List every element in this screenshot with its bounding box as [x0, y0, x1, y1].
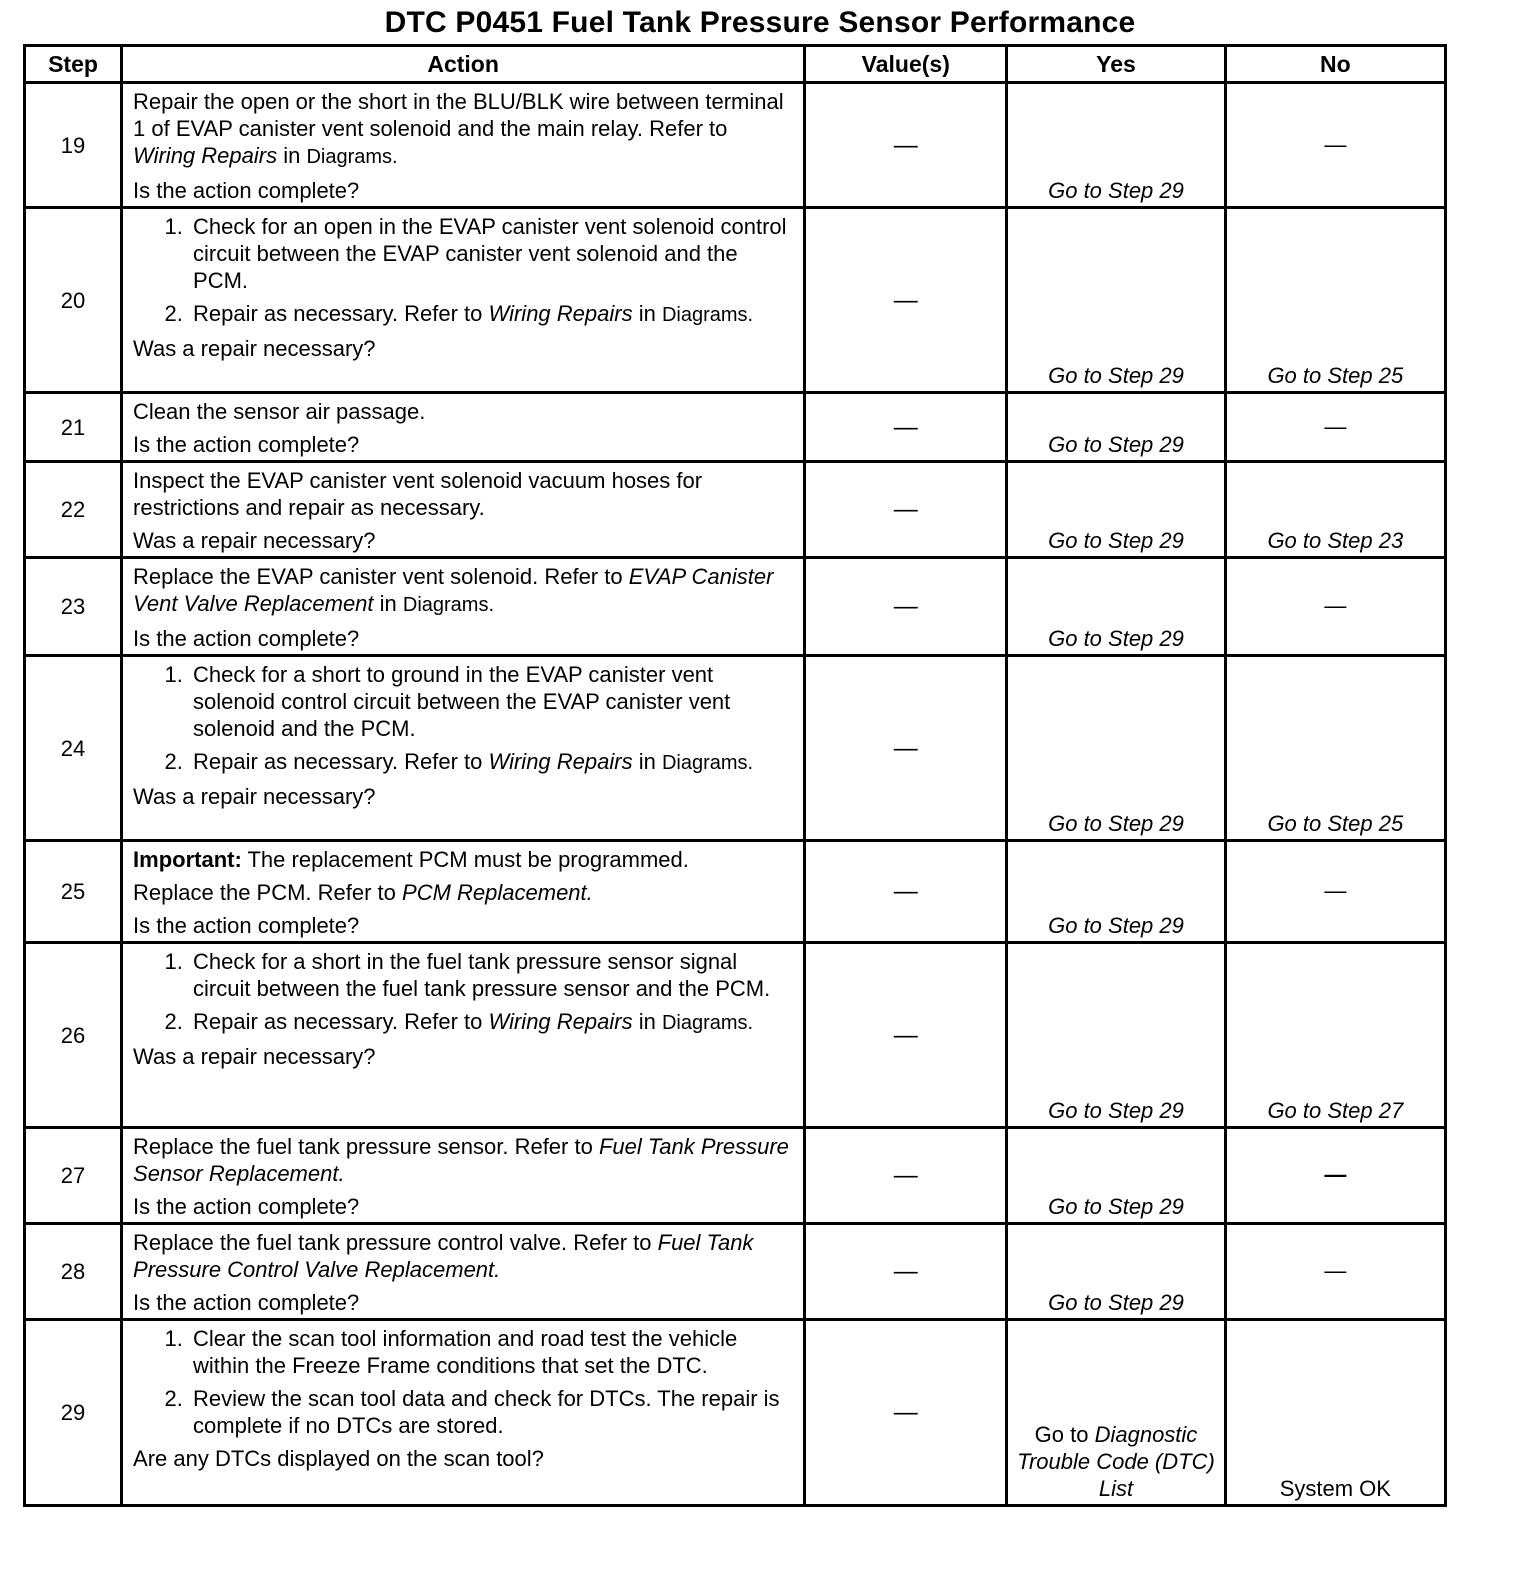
action-cell [122, 208, 805, 393]
action-cell [122, 656, 805, 841]
action-cell [122, 462, 805, 558]
action-text: Clean the sensor air passage. [133, 399, 426, 424]
no-cell: — [1225, 1128, 1445, 1224]
reference-link[interactable]: Wiring Repairs [488, 301, 633, 326]
table-row [25, 1224, 1446, 1320]
reference-link[interactable]: Wiring Repairs [133, 143, 278, 168]
step-number: 20 [25, 208, 122, 393]
value-cell: — [805, 943, 1007, 1128]
value-cell: — [805, 841, 1007, 943]
action-list-item: 2. Review the scan tool data and check for DTCs. The repair is complete if no DTCs are stored. [189, 1385, 793, 1439]
value-cell: — [805, 1128, 1007, 1224]
action-question: Was a repair necessary? [133, 528, 376, 553]
action-text-part: Replace the PCM. Refer to [133, 880, 403, 905]
reference-source: Diagrams. [306, 146, 398, 168]
reference-link[interactable]: PCM Replacement. [402, 880, 593, 905]
no-link[interactable]: Go to Step 23 [1225, 462, 1445, 558]
action-text-part: in [373, 591, 403, 616]
yes-prefix: Go to [1034, 1422, 1095, 1447]
yes-link[interactable]: Go to Step 29 [1007, 1128, 1225, 1224]
yes-link[interactable]: Go to Step 29 [1007, 462, 1225, 558]
action-text-part: in [632, 301, 662, 326]
yes-link[interactable]: Go to Step 29 [1007, 841, 1225, 943]
table-row [25, 393, 1446, 462]
action-list [133, 661, 793, 777]
action-text: Inspect the EVAP canister vent solenoid vacuum hoses for restrictions and repair as necessary. [133, 468, 703, 520]
value-cell: — [805, 656, 1007, 841]
action-list-item [189, 1008, 793, 1037]
action-question: Is the action complete? [133, 432, 360, 457]
value-cell: — [805, 393, 1007, 462]
action-question: Is the action complete? [133, 913, 360, 938]
document-title: DTC P0451 Fuel Tank Pressure Sensor Performance [384, 6, 1136, 39]
yes-link[interactable]: Go to Step 29 [1007, 943, 1225, 1128]
action-question: Is the action complete? [133, 178, 360, 203]
action-text [133, 88, 793, 171]
yes-link[interactable]: Go to Step 29 [1007, 393, 1225, 462]
action-question: Was a repair necessary? [133, 336, 376, 361]
value-cell: — [805, 558, 1007, 656]
step-number: 25 [25, 841, 122, 943]
table-row [25, 1320, 1446, 1506]
important-label: Important: [133, 847, 242, 872]
action-question: Is the action complete? [133, 626, 360, 651]
action-question: Are any DTCs displayed on the scan tool? [133, 1446, 544, 1471]
diagnostic-table [23, 44, 1447, 1507]
table-row [25, 558, 1446, 656]
header-values: Value(s) [805, 46, 1007, 83]
action-text-part: Replace the EVAP canister vent solenoid. Refer to [133, 564, 629, 589]
action-text-part: in [277, 143, 307, 168]
action-text-part: Repair as necessary. Refer to [193, 1009, 489, 1034]
action-cell [122, 83, 805, 208]
table-row [25, 841, 1446, 943]
action-text [133, 563, 793, 619]
table-row [25, 83, 1446, 208]
reference-source: Diagrams. [661, 304, 754, 326]
header-step: Step [25, 46, 122, 83]
important-note [133, 846, 793, 873]
yes-link[interactable]: Go to Step 29 [1007, 208, 1225, 393]
table-row [25, 208, 1446, 393]
value-cell: — [805, 83, 1007, 208]
action-list-item: 1. Check for a short to ground in the EVAP canister vent solenoid control circuit between the EVAP canister vent solenoid and the PCM. [189, 661, 793, 742]
header-no: No [1225, 46, 1445, 83]
reference-source: Diagrams. [661, 752, 754, 774]
no-link[interactable]: Go to Step 25 [1225, 208, 1445, 393]
step-number: 23 [25, 558, 122, 656]
no-cell: — [1225, 83, 1445, 208]
step-number: 29 [25, 1320, 122, 1506]
table-header-row [25, 46, 1446, 83]
action-text [133, 1229, 793, 1283]
reference-link[interactable]: Wiring Repairs [488, 1009, 633, 1034]
action-list-item [189, 300, 793, 329]
important-text: The replacement PCM must be programmed. [241, 847, 689, 872]
yes-link[interactable]: Go to Step 29 [1007, 558, 1225, 656]
yes-link[interactable]: Go to Step 29 [1007, 1224, 1225, 1320]
reference-link[interactable]: EVAP Canister Vent Valve Replacement [133, 564, 774, 616]
action-text-part: Replace the fuel tank pressure sensor. Refer to [133, 1134, 599, 1159]
action-text-part: in [632, 1009, 662, 1034]
step-number: 22 [25, 462, 122, 558]
table-row [25, 1128, 1446, 1224]
step-number: 21 [25, 393, 122, 462]
action-question: Was a repair necessary? [133, 784, 376, 809]
action-text-part: Repair as necessary. Refer to [193, 749, 489, 774]
reference-link[interactable]: Fuel Tank Pressure Sensor Replacement. [133, 1134, 789, 1186]
value-cell: — [805, 1320, 1007, 1506]
action-list [133, 948, 793, 1037]
table-row [25, 656, 1446, 841]
header-action: Action [122, 46, 805, 83]
dtc-list-link[interactable]: Diagnostic Trouble Code (DTC) List [1017, 1422, 1215, 1501]
no-link[interactable]: Go to Step 27 [1225, 943, 1445, 1128]
action-text-part: in [632, 749, 662, 774]
yes-link[interactable]: Go to Step 29 [1007, 656, 1225, 841]
action-list-item: 1. Clear the scan tool information and road test the vehicle within the Freeze Frame conditions that set the DTC. [189, 1325, 793, 1379]
action-cell [122, 841, 805, 943]
value-cell: — [805, 1224, 1007, 1320]
action-cell [122, 943, 805, 1128]
table-row [25, 943, 1446, 1128]
no-link[interactable]: Go to Step 25 [1225, 656, 1445, 841]
step-number: 26 [25, 943, 122, 1128]
no-cell: — [1225, 558, 1445, 656]
action-text [133, 879, 793, 906]
no-cell: — [1225, 1224, 1445, 1320]
action-question: Was a repair necessary? [133, 1044, 376, 1069]
no-cell: — [1225, 393, 1445, 462]
no-cell: System OK [1225, 1320, 1445, 1506]
action-list-item: 1. Check for a short in the fuel tank pressure sensor signal circuit between the fuel tank pressure sensor and the PCM. [189, 948, 793, 1002]
action-list [133, 213, 793, 329]
yes-cell [1007, 1320, 1225, 1506]
reference-link[interactable]: Fuel Tank Pressure Control Valve Replacement. [133, 1230, 754, 1282]
action-list [133, 1325, 793, 1439]
value-cell: — [805, 462, 1007, 558]
step-number: 24 [25, 656, 122, 841]
action-cell [122, 1224, 805, 1320]
header-yes: Yes [1007, 46, 1225, 83]
action-text-part: Replace the fuel tank pressure control valve. Refer to [133, 1230, 658, 1255]
action-cell [122, 1128, 805, 1224]
table-row [25, 462, 1446, 558]
action-text [133, 1133, 793, 1187]
reference-source: Diagrams. [402, 594, 495, 616]
action-question: Is the action complete? [133, 1194, 360, 1219]
value-cell: — [805, 208, 1007, 393]
action-cell [122, 1320, 805, 1506]
reference-link[interactable]: Wiring Repairs [488, 749, 633, 774]
yes-link[interactable]: Go to Step 29 [1007, 83, 1225, 208]
action-list-item [189, 748, 793, 777]
action-text-part: Repair the open or the short in the BLU/BLK wire between terminal 1 of EVAP canister vent solenoid and the main relay. Refer to [133, 89, 784, 141]
action-text-part: Repair as necessary. Refer to [193, 301, 489, 326]
reference-source: Diagrams. [661, 1012, 754, 1034]
step-number: 28 [25, 1224, 122, 1320]
action-cell [122, 558, 805, 656]
step-number: 19 [25, 83, 122, 208]
action-list-item: 1. Check for an open in the EVAP canister vent solenoid control circuit between the EVAP canister vent solenoid and the PCM. [189, 213, 793, 294]
step-number: 27 [25, 1128, 122, 1224]
no-cell: — [1225, 841, 1445, 943]
action-question: Is the action complete? [133, 1290, 360, 1315]
action-cell [122, 393, 805, 462]
